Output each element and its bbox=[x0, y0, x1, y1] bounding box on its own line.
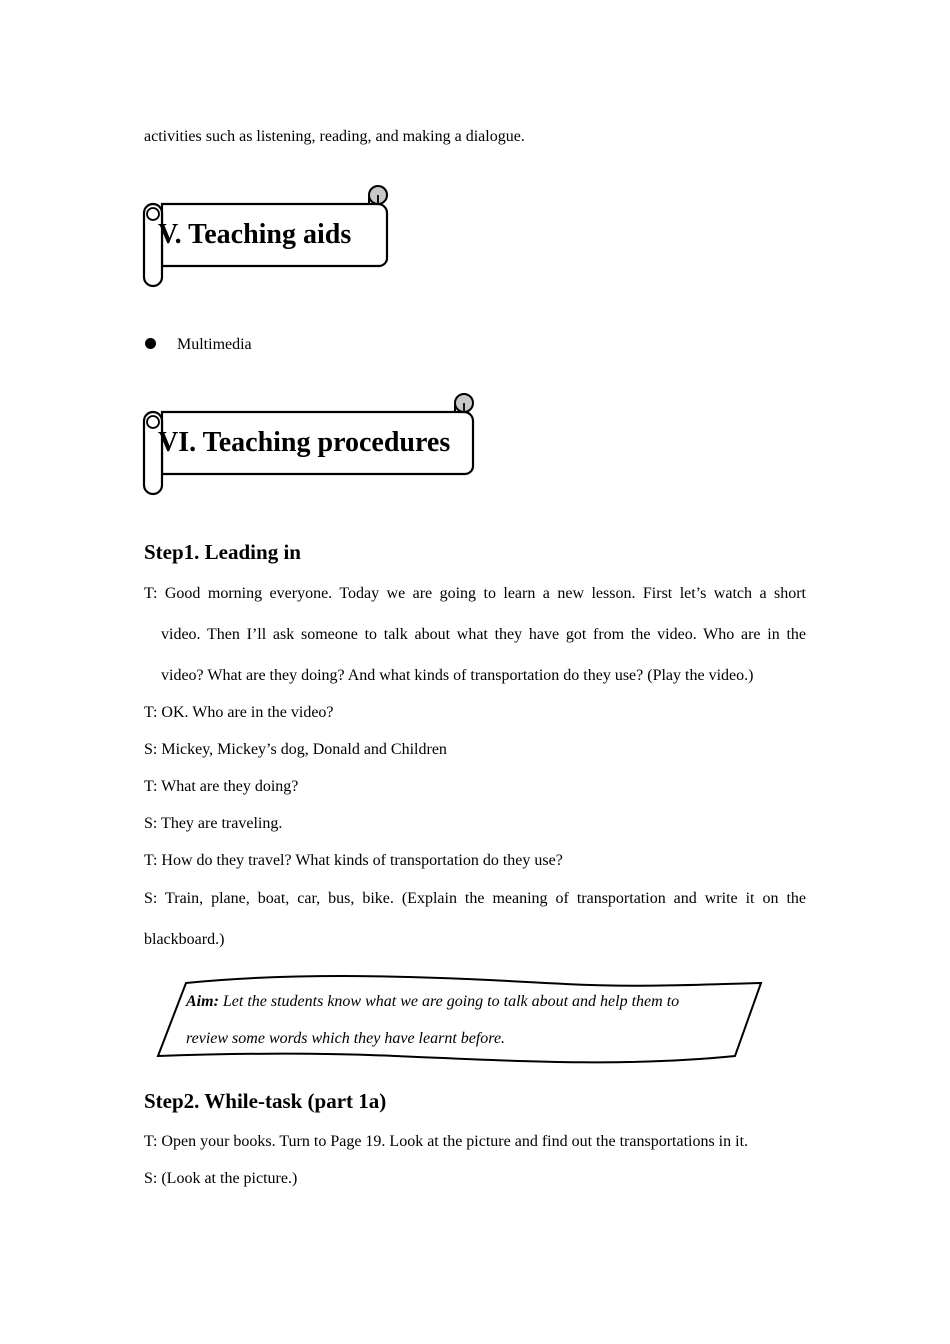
step2-heading: Step2. While-task (part 1a) bbox=[144, 1089, 387, 1113]
section-5-title: V. Teaching aids bbox=[158, 219, 352, 250]
s-last-line-1: S: Train, plane, boat, car, bus, bike. (Explain the meaning of transportation and write it on the bbox=[144, 890, 806, 907]
t1-line-2: video. Then I’ll ask someone to talk about what they have got from the video. Who are in the bbox=[161, 626, 806, 643]
t1-line-1: T: Good morning everyone. Today we are going to learn a new lesson. First let’s watch a short bbox=[144, 585, 806, 602]
bullet-dot-icon bbox=[145, 338, 156, 349]
dialogue-line: T: How do they travel? What kinds of transportation do they use? bbox=[144, 852, 563, 869]
section-6-title: VI. Teaching procedures bbox=[158, 427, 451, 458]
aim-text-1: Let the students know what we are going to talk about and help them to bbox=[222, 993, 680, 1010]
aim-text-2: review some words which they have learnt before. bbox=[186, 1030, 506, 1047]
section-6-banner bbox=[140, 392, 478, 498]
step2-line-1: T: Open your books. Turn to Page 19. Look at the picture and find out the transportations in it. bbox=[144, 1133, 749, 1150]
dialogue-line: S: Mickey, Mickey’s dog, Donald and Children bbox=[144, 741, 447, 758]
t1-line-3: video? What are they doing? And what kinds of transportation do they use? (Play the video.) bbox=[161, 667, 754, 684]
dialogue-line: S: They are traveling. bbox=[144, 815, 283, 832]
intro-line: activities such as listening, reading, and making a dialogue. bbox=[144, 128, 525, 145]
wavy-parallelogram-shape bbox=[155, 972, 765, 1066]
step2-line-2: S: (Look at the picture.) bbox=[144, 1170, 298, 1187]
aim-line-1 bbox=[186, 992, 679, 1012]
step1-heading: Step1. Leading in bbox=[144, 540, 301, 564]
aim-label: Aim: bbox=[186, 993, 219, 1010]
dialogue-line: T: What are they doing? bbox=[144, 778, 299, 795]
aid-item-multimedia: Multimedia bbox=[177, 336, 252, 353]
s-last-line-2: blackboard.) bbox=[144, 931, 225, 948]
dialogue-line: T: OK. Who are in the video? bbox=[144, 704, 334, 721]
aim-box bbox=[155, 972, 765, 1066]
section-5-banner bbox=[140, 184, 392, 290]
